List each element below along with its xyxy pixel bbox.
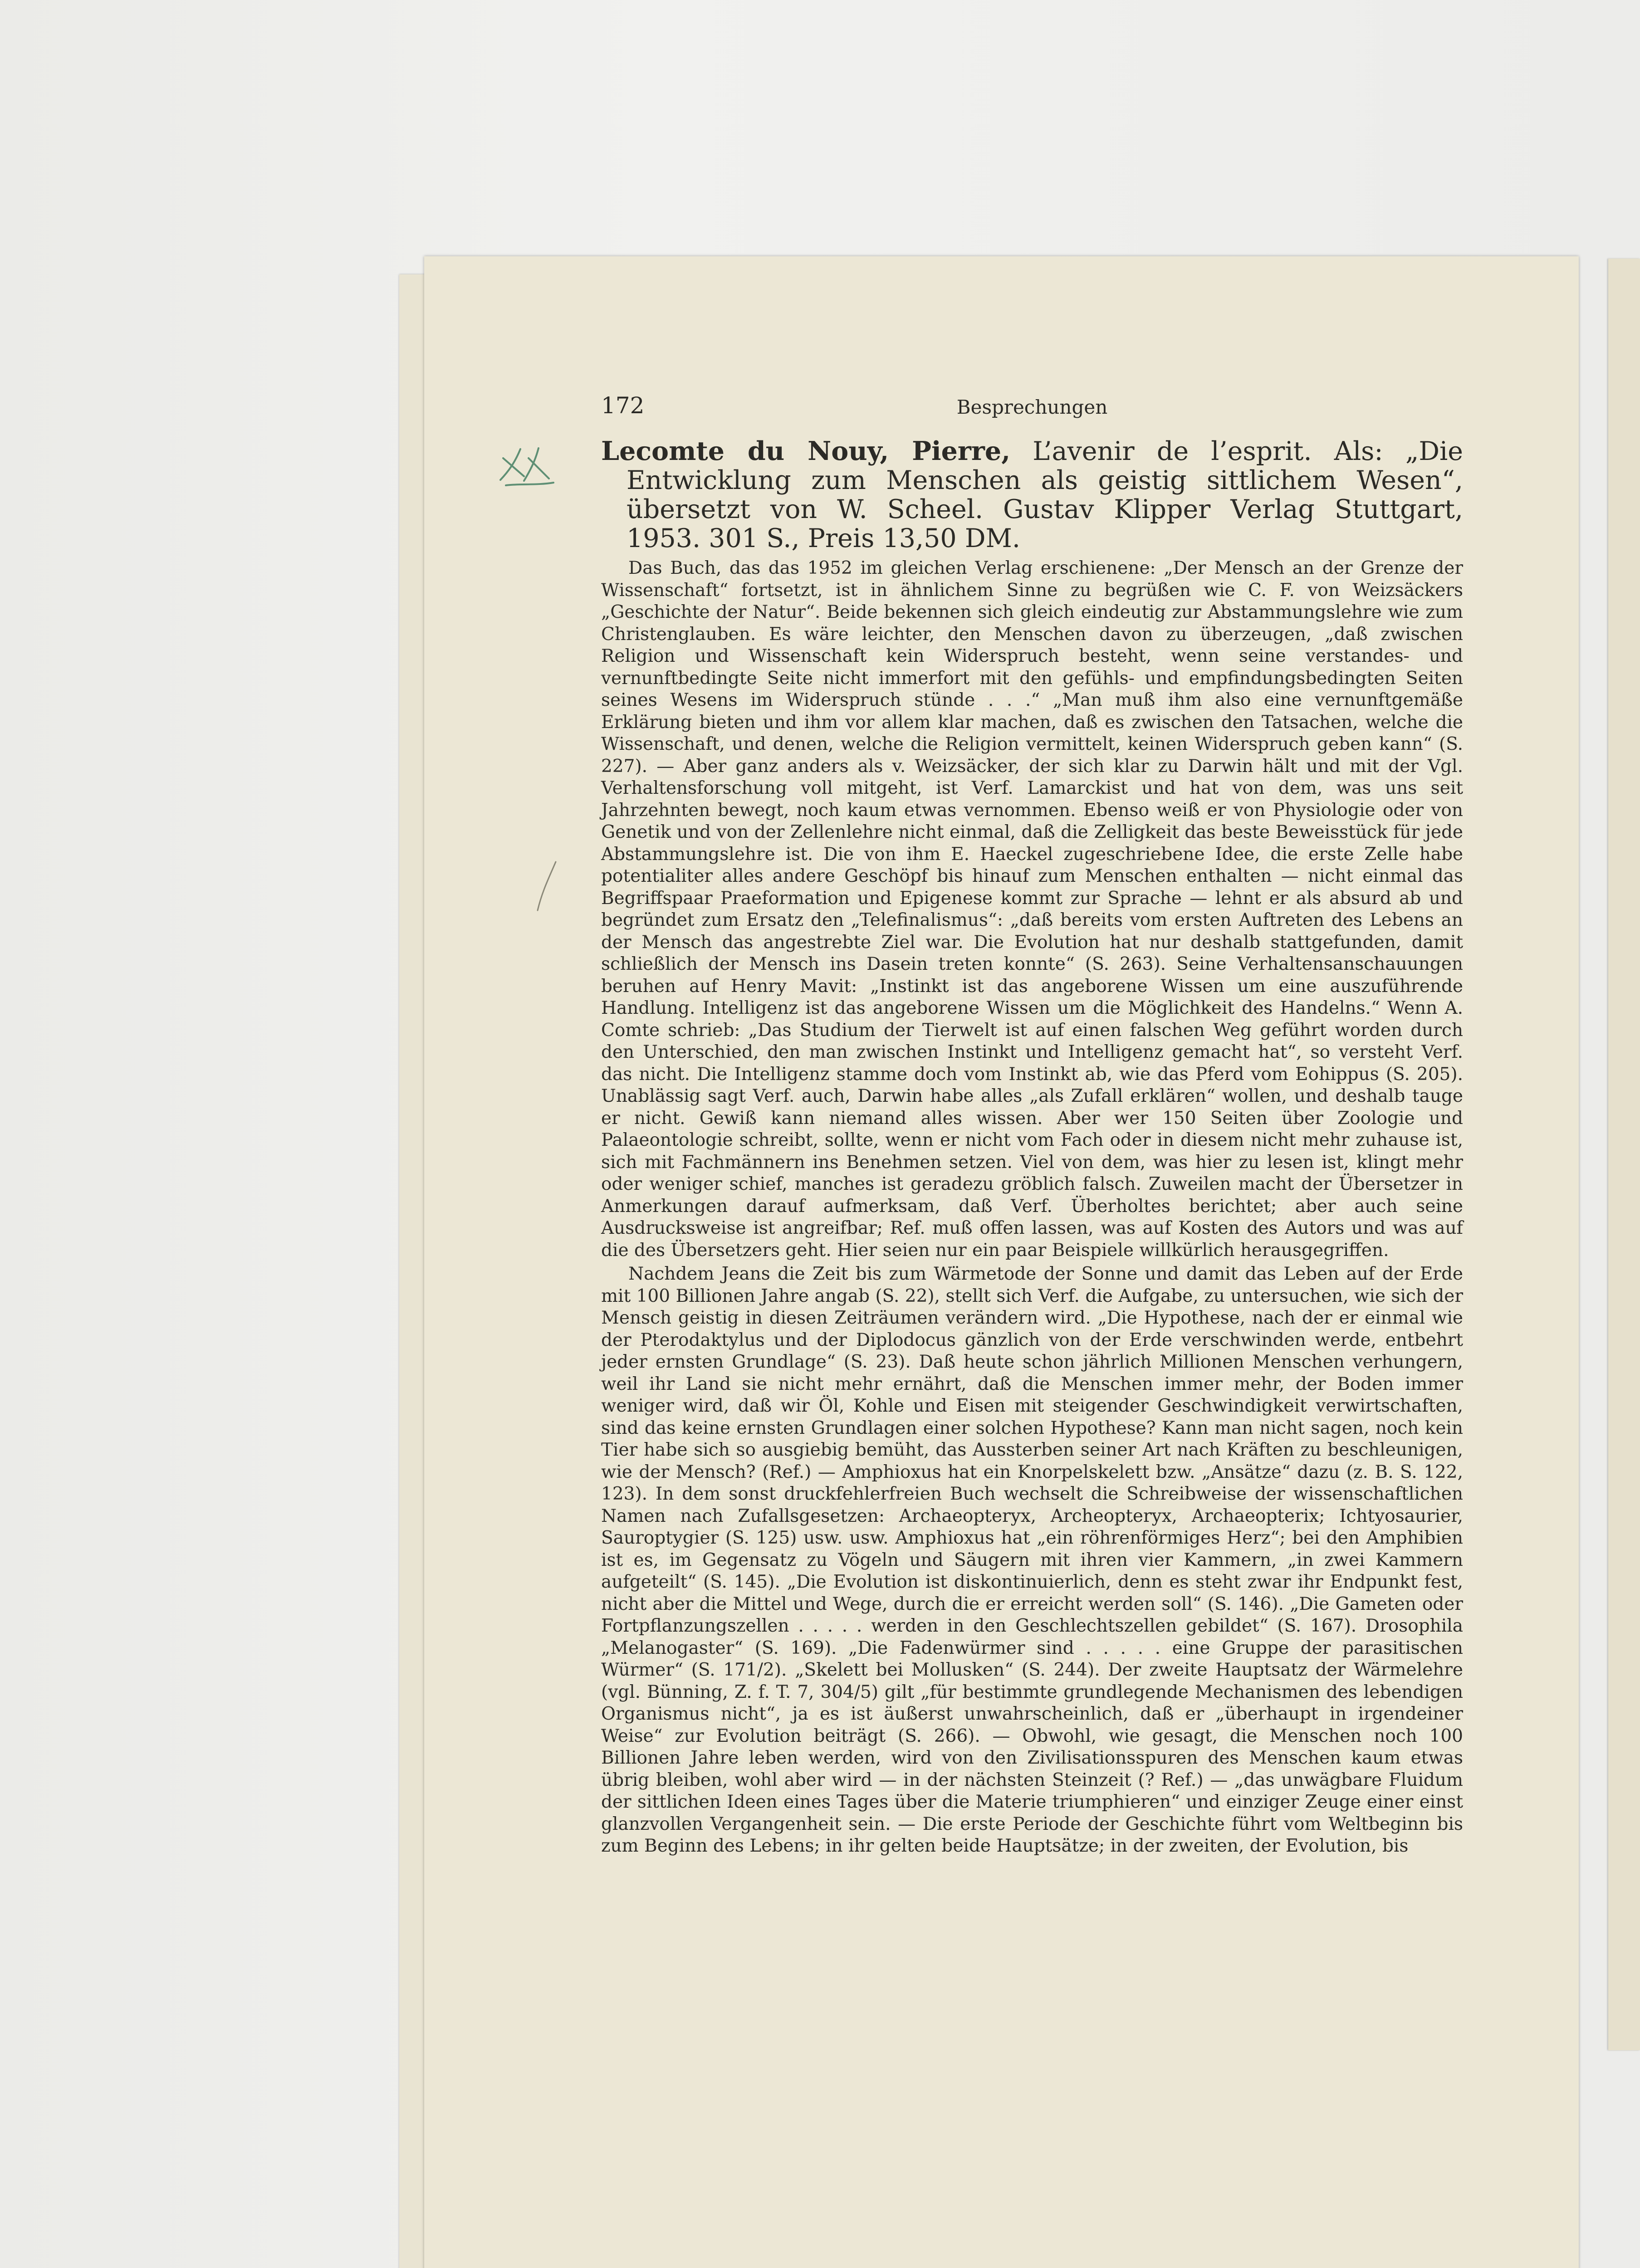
adjacent-page-edge [1608, 259, 1640, 2050]
review-heading [601, 437, 1463, 553]
review-author: Lecomte du Nouy, Pierre, [601, 436, 1011, 466]
page-content [601, 392, 1463, 1857]
section-title: Besprechungen [956, 396, 1108, 418]
review-title: L’avenir de l’esprit. Als: „Die Entwicklung zum Menschen als geistig sittlichem Wesen“, übersetzt von W. Scheel. Gustav Klipper Verlag Stuttgart, 1953. 301 S., Preis 13,50 DM. [627, 436, 1464, 553]
corner-fold-icon [424, 2261, 474, 2268]
page-number: 172 [601, 392, 645, 419]
journal-page [424, 256, 1579, 2268]
review-paragraph-2: Nachdem Jeans die Zeit bis zum Wärmetode der Sonne und damit das Leben auf der Erde mit 100 Billionen Jahre angab (S. 22), stellt sich Verf. die Aufgabe, zu untersuchen, wie sich der Mensch geistig in diesen Zeiträumen verändern wird. „Die Hypothese, nach der er einmal wie der Pterodaktylus und der Diplodocus gänzlich von der Erde verschwinden werde, entbehrt jeder ernsten Grundlage“ (S. 23). Daß heute schon jährlich Millionen Menschen verhungern, weil ihr Land sie nicht mehr ernährt, daß die Menschen immer mehr, der Boden immer weniger wird, daß wir Öl, Kohle und Eisen mit steigender Geschwindigkeit verwirtschaften, sind das keine ernsten Grundlagen einer solchen Hypothese? Kann man nicht sagen, noch kein Tier habe sich so ausgiebig bemüht, das Aussterben seiner Art nach Kräften zu beschleunigen, wie der Mensch? (Ref.) — Amphioxus hat ein Knorpelskelett bzw. „Ansätze“ dazu (z. B. S. 122, 123). In dem sonst druckfehlerfreien Buch wechselt die Schreibweise der wissenschaftlichen Namen nach Zufallsgesetzen: Archaeopteryx, Archeopteryx, Archaeopterix; Ichtyosaurier, Sauroptygier (S. 125) usw. usw. Amphioxus hat „ein röhrenförmiges Herz“; bei den Amphibien ist es, im Gegensatz zu Vögeln und Säugern mit ihren vier Kammern, „in zwei Kammern aufgeteilt“ (S. 145). „Die Evolution ist diskontinuierlich, denn es steht zwar ihr Endpunkt fest, nicht aber die Mittel und Wege, durch die er erreicht werden soll“ (S. 146). „Die Gameten oder Fortpflanzungszellen . . . . . werden in den Geschlechtszellen gebildet“ (S. 167). Drosophila „Melanogaster“ (S. 169). „Die Fadenwürmer sind . . . . . eine Gruppe der parasitischen Würmer“ (S. 171/2). „Skelett bei Mollusken“ (S. 244). Der zweite Hauptsatz der Wärmelehre (vgl. Bünning, Z. f. T. 7, 304/5) gilt „für bestimmte grundlegende Mechanismen des lebendigen Organismus nicht“, ja es ist äußerst unwahrscheinlich, daß er „überhaupt in irgendeiner Weise“ zur Evolution beiträgt (S. 266). — Obwohl, wie gesagt, die Menschen noch 100 Billionen Jahre leben werden, wird von den Zivilisationsspuren des Menschen kaum etwas übrig bleiben, wohl aber wird — in der nächsten Steinzeit (? Ref.) — „das unwägbare Fluidum der sittlichen Ideen eines Tages über die Materie triumphieren“ und einziger Zeuge einer einst glanzvollen Vergangenheit sein. — Die erste Periode der Geschichte führt vom Weltbeginn bis zum Beginn des Lebens; in ihr gelten beide Hauptsätze; in der zweiten, der Evolution, bis [601, 1264, 1463, 1856]
review-body [601, 557, 1463, 1857]
running-head [601, 392, 1463, 424]
pencil-margin-mark-icon [533, 860, 560, 914]
pencil-annotation-icon [497, 445, 556, 490]
review-paragraph-1: Das Buch, das das 1952 im gleichen Verlag erschienene: „Der Mensch an der Grenze der Wissenschaft“ fortsetzt, ist in ähnlichem Sinne zu begrüßen wie C. F. von Weizsäckers „Geschichte der Natur“. Beide bekennen sich gleich eindeutig zur Abstammungslehre wie zum Christenglauben. Es wäre leichter, den Menschen davon zu überzeugen, „daß zwischen Religion und Wissenschaft kein Widerspruch besteht, wenn seine verstandes- und vernunftbedingte Seite nicht immerfort mit den gefühls- und empfindungsbedingten Seiten seines Wesens im Widerspruch stünde . . .“ „Man muß ihm also eine vernunftgemäße Erklärung bieten und ihm vor allem klar machen, daß es zwischen den Tatsachen, welche die Wissenschaft, und denen, welche die Religion vermittelt, keinen Widerspruch geben kann“ (S. 227). — Aber ganz anders als v. Weizsäcker, der sich klar zu Darwin hält und mit der Vgl. Verhaltensforschung voll mitgeht, ist Verf. Lamarckist und hat von dem, was uns seit Jahrzehnten bewegt, noch kaum etwas vernommen. Ebenso weiß er von Physiologie oder von Genetik und von der Zellenlehre nicht einmal, daß die Zelligkeit das beste Beweisstück für jede Abstammungslehre ist. Die von ihm E. Haeckel zugeschriebene Idee, die erste Zelle habe potentialiter alles andere Geschöpf bis hinauf zum Menschen enthalten — nicht einmal das Begriffspaar Praeformation und Epigenese kommt zur Sprache — lehnt er als absurd ab und begründet zum Ersatz den „Telefinalismus“: „daß bereits vom ersten Auftreten des Lebens an der Mensch das angestrebte Ziel war. Die Evolution hat nur deshalb stattgefunden, damit schließlich der Mensch ins Dasein treten konnte“ (S. 263). Seine Verhaltensanschauungen beruhen auf Henry Mavit: „Instinkt ist das angeborene Wissen um eine auszuführende Handlung. Intelligenz ist das angeborene Wissen um die Möglichkeit des Handelns.“ Wenn A. Comte schrieb: „Das Studium der Tierwelt ist auf einen falschen Weg geführt worden durch den Unterschied, den man zwischen Instinkt und Intelligenz gemacht hat“, so versteht Verf. das nicht. Die Intelligenz stamme doch vom Instinkt ab, wie das Pferd vom Eohippus (S. 205). Unablässig sagt Verf. auch, Darwin habe alles „als Zufall erklären“ wollen, und deshalb tauge er nicht. Gewiß kann niemand alles wissen. Aber wer 150 Seiten über Zoologie und Palaeontologie schreibt, sollte, wenn er nicht vom Fach oder in diesem nicht mehr zuhause ist, sich mit Fachmännern ins Benehmen setzen. Viel von dem, was hier zu lesen ist, klingt mehr oder weniger schief, manches ist geradezu gröblich falsch. Zuweilen macht der Übersetzer in Anmerkungen darauf aufmerksam, daß Verf. Überholtes berichtet; aber auch seine Ausdrucksweise ist angreifbar; Ref. muß offen lassen, was auf Kosten des Autors und was auf die des Übersetzers geht. Hier seien nur ein paar Beispiele willkürlich herausgegriffen. [601, 558, 1463, 1261]
